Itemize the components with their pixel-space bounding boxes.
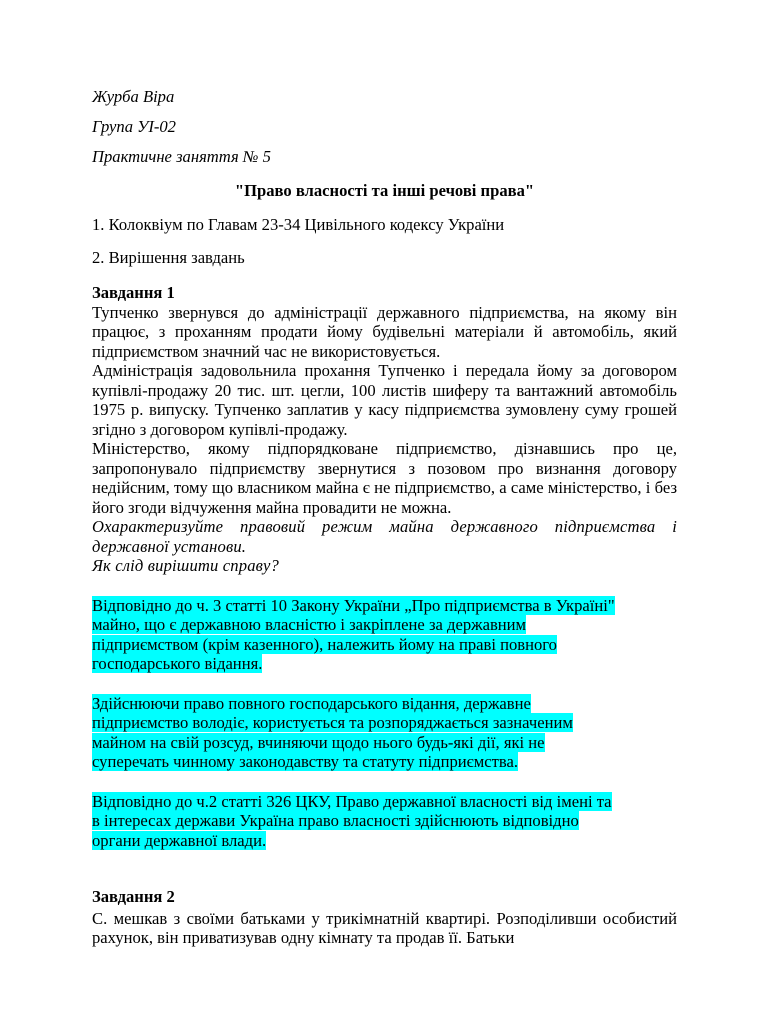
answer-3-line-1: Відповідно до ч.2 статті 326 ЦКУ, Право державної власності від імені та bbox=[92, 791, 612, 811]
answer-3-line-3: органи державної влади. bbox=[92, 830, 267, 850]
answer-2-line-1: Здійснюючи право повного господарського відання, державне bbox=[92, 693, 531, 713]
answer-3-highlighted bbox=[92, 792, 677, 851]
task-1-paragraph-3: Міністерство, якому підпорядковане підприємство, дізнавшись про це, запропонувало підприємству звернутися з позовом про визнання договору недійсним, тому що власником майна є не підприємство, а саме міністерство, і без його згоди відчуження майна провадити не можна. bbox=[92, 439, 677, 517]
answer-1-line-4: господарського відання. bbox=[92, 654, 263, 673]
answer-3-line-2: в інтересах держави Україна право власності здійснюють відповідно bbox=[92, 811, 579, 830]
answer-2-line-2: підприємство володіє, користується та розпоряджається зазначеним bbox=[92, 713, 573, 732]
group-name: Група УІ-02 bbox=[92, 117, 176, 136]
answer-2-highlighted bbox=[92, 694, 677, 772]
answer-1-line-3: підприємством (крім казенного), належить йому на праві повного bbox=[92, 634, 557, 654]
task-2-section bbox=[92, 887, 677, 948]
lesson-title: Практичне заняття № 5 bbox=[92, 147, 271, 166]
task-2-heading: Завдання 2 bbox=[92, 887, 175, 906]
task-1-paragraph-1: Тупченко звернувся до адміністрації державного підприємства, на якому він працює, з проханням продати йому будівельні матеріали й автомобіль, який підприємством значний час не використовується. bbox=[92, 302, 677, 361]
answer-2-line-4: суперечать чинному законодавству та статуту підприємства. bbox=[92, 752, 518, 771]
agenda-item-tasks: 2. Вирішення завдань bbox=[92, 248, 245, 267]
answer-1-highlighted bbox=[92, 596, 677, 674]
document-title: "Право власності та інші речові права" bbox=[234, 181, 535, 200]
answer-1-line-1: Відповідно до ч. 3 статті 10 Закону України „Про підприємства в Україні" bbox=[92, 595, 615, 615]
agenda-item-colloquium: 1. Колоквіум по Главам 23-34 Цивільного кодексу України bbox=[92, 215, 505, 234]
task-2-paragraph-1: С. мешкав з своїми батьками у трикімнатній квартирі. Розподіливши особистий рахунок, він приватизував одну кімнату та продав її. Батьки bbox=[92, 908, 677, 947]
answer-2-line-3: майном на свій розсуд, вчиняючи щодо нього будь-які дії, які не bbox=[92, 732, 545, 752]
document-page bbox=[92, 86, 677, 948]
task-1-paragraph-2: Адміністрація задовольнила прохання Тупченко і передала йому за договором купівлі-продажу 20 тис. шт. цегли, 100 листів шиферу та вантажний автомобіль 1975 р. випуску. Тупченко заплатив у касу підприємства зумовлену суму грошей згідно з договором купівлі-продажу. bbox=[92, 361, 677, 439]
task-1-section bbox=[92, 283, 677, 576]
task-1-question-1: Охарактеризуйте правовий режим майна державного підприємства і державної установи. bbox=[92, 517, 677, 556]
answer-1-line-2: майно, що є державною власністю і закріплене за державним bbox=[92, 615, 527, 634]
author-name: Журба Віра bbox=[92, 87, 175, 106]
task-1-heading: Завдання 1 bbox=[92, 283, 175, 302]
task-1-question-2: Як слід вирішити справу? bbox=[92, 556, 279, 575]
